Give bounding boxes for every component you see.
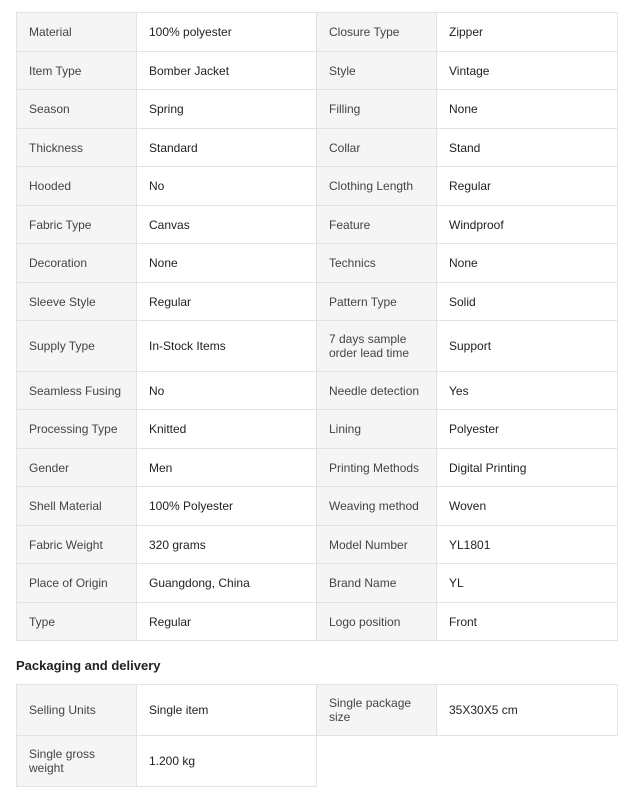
attribute-label: Brand Name [317,564,437,603]
attribute-label: Closure Type [317,13,437,52]
attribute-label: Type [17,603,137,641]
attribute-row [17,90,618,129]
attribute-value: No [137,372,317,410]
attribute-row [17,129,618,167]
attribute-value: Support [437,321,618,372]
attribute-value: No [137,167,317,206]
attribute-label: Material [17,13,137,52]
attribute-label: Decoration [17,244,137,283]
attribute-value: Yes [437,372,618,410]
attribute-label: Season [17,90,137,129]
attribute-value: Woven [437,487,618,526]
attribute-value: Zipper [437,13,618,52]
packaging-label: Selling Units [17,685,137,736]
packaging-value: 35X30X5 cm [437,685,618,736]
attribute-row [17,206,618,244]
packaging-label: Single gross weight [17,736,137,787]
attribute-label: Processing Type [17,410,137,449]
attribute-label: Supply Type [17,321,137,372]
attribute-row [17,167,618,206]
attribute-value: Guangdong, China [137,564,317,603]
attribute-row [17,410,618,449]
attribute-row [17,321,618,372]
attribute-label: Weaving method [317,487,437,526]
attribute-label: Collar [317,129,437,167]
attribute-label: Hooded [17,167,137,206]
attribute-value: Knitted [137,410,317,449]
packaging-section-title: Packaging and delivery [16,658,161,673]
attribute-value: Solid [437,283,618,321]
attribute-row [17,449,618,487]
attribute-value: None [137,244,317,283]
attribute-value: Stand [437,129,618,167]
attribute-row [17,526,618,564]
packaging-row [17,685,618,736]
attribute-row [17,487,618,526]
attribute-row [17,372,618,410]
attribute-value: Men [137,449,317,487]
attribute-label: Place of Origin [17,564,137,603]
attribute-label: Shell Material [17,487,137,526]
attribute-value: None [437,90,618,129]
attribute-row [17,603,618,641]
attribute-label: Fabric Type [17,206,137,244]
attribute-label: Feature [317,206,437,244]
attribute-label: 7 days sample order lead time [317,321,437,372]
attribute-row [17,13,618,52]
attribute-value: Spring [137,90,317,129]
attribute-label: Logo position [317,603,437,641]
attribute-value: Regular [137,283,317,321]
attribute-row [17,564,618,603]
attribute-value: Regular [137,603,317,641]
attribute-row [17,283,618,321]
attribute-label: Item Type [17,52,137,90]
attribute-value: 100% Polyester [137,487,317,526]
attribute-value: Vintage [437,52,618,90]
attribute-value: Canvas [137,206,317,244]
attribute-value: 320 grams [137,526,317,564]
attribute-value: Polyester [437,410,618,449]
attribute-label: Thickness [17,129,137,167]
attribute-label: Gender [17,449,137,487]
attribute-value: Digital Printing [437,449,618,487]
attribute-row [17,244,618,283]
attribute-label: Style [317,52,437,90]
attribute-value: Regular [437,167,618,206]
packaging-value: 1.200 kg [137,736,317,787]
attribute-label: Lining [317,410,437,449]
attribute-value: In-Stock Items [137,321,317,372]
attribute-value: None [437,244,618,283]
attribute-label: Sleeve Style [17,283,137,321]
attribute-label: Needle detection [317,372,437,410]
packaging-empty-cell [317,736,618,787]
attribute-value: Bomber Jacket [137,52,317,90]
attribute-label: Clothing Length [317,167,437,206]
packaging-row [17,736,618,787]
attribute-value: YL1801 [437,526,618,564]
attribute-label: Pattern Type [317,283,437,321]
attribute-label: Technics [317,244,437,283]
attribute-value: YL [437,564,618,603]
packaging-table [16,684,618,787]
packaging-label: Single package size [317,685,437,736]
attribute-value: Standard [137,129,317,167]
attribute-value: 100% polyester [137,13,317,52]
packaging-value: Single item [137,685,317,736]
attribute-value: Front [437,603,618,641]
attribute-label: Filling [317,90,437,129]
attribute-label: Fabric Weight [17,526,137,564]
attribute-label: Printing Methods [317,449,437,487]
attribute-row [17,52,618,90]
product-attributes-table [16,12,618,641]
attribute-label: Model Number [317,526,437,564]
attribute-value: Windproof [437,206,618,244]
attribute-label: Seamless Fusing [17,372,137,410]
